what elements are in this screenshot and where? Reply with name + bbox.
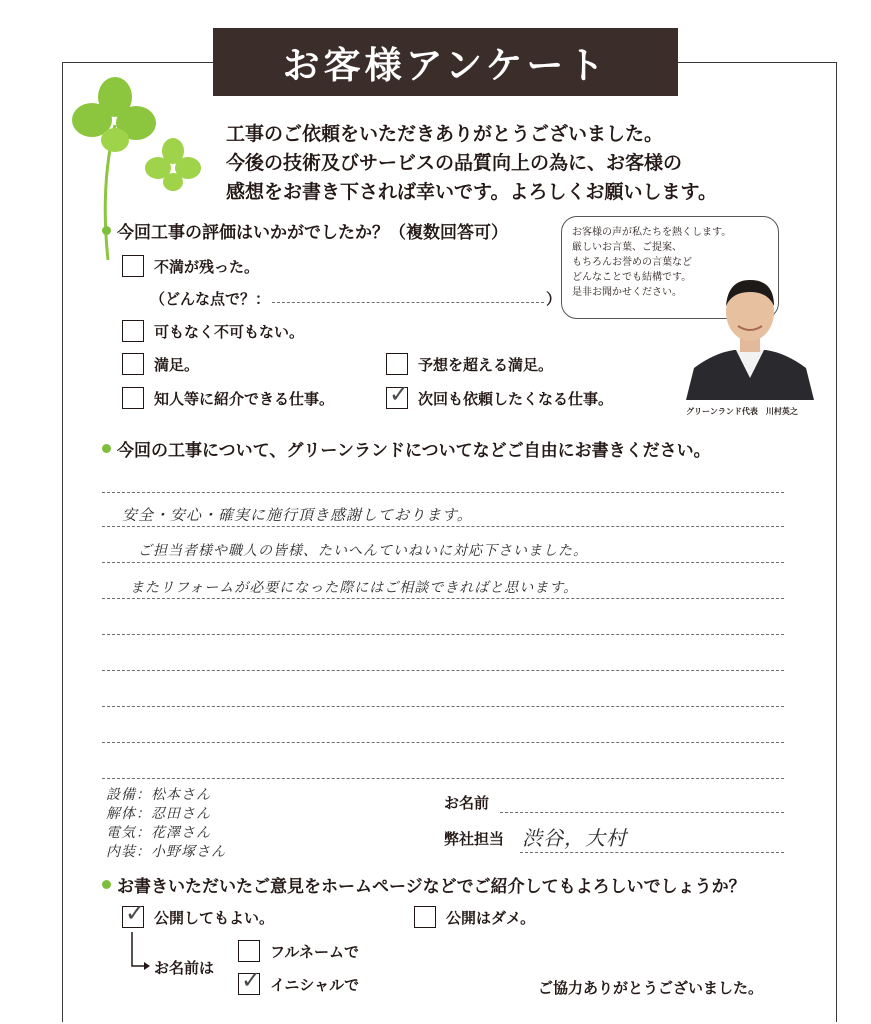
detail-open: （どんな点で？：	[150, 290, 271, 308]
answer-line[interactable]	[102, 778, 784, 779]
option-label: 公開してもよい。	[154, 908, 275, 927]
answer-line[interactable]	[102, 526, 784, 527]
option-dissatisfied[interactable]	[122, 255, 259, 277]
option-label: 知人等に紹介できる仕事。	[154, 389, 335, 408]
detail-close-wrap	[546, 288, 561, 309]
option-label: 公開はダメ。	[446, 908, 536, 927]
answer-line[interactable]	[102, 706, 784, 707]
staff-list	[106, 786, 226, 862]
question-1	[102, 218, 508, 243]
check-icon: ✓	[241, 966, 262, 994]
question-3	[102, 872, 746, 897]
staff-line: 電気：花澤さん	[106, 825, 211, 841]
page-title: お客様アンケート	[213, 28, 678, 96]
question-1-label: 今回工事の評価はいかがでしたか？（複数回答可）	[117, 223, 508, 243]
bullet-icon	[102, 444, 111, 453]
staff-line: 設備：松本さん	[106, 787, 211, 803]
bullet-icon	[102, 880, 111, 889]
option-label: フルネームで	[270, 942, 359, 961]
option-satisfied[interactable]	[122, 353, 199, 375]
bubble-line: どんなことでも結構です。	[572, 272, 692, 283]
handwritten-line: またリフォームが必要になった際にはご相談できればと思います。	[130, 580, 579, 596]
option-label: 予想を超える満足。	[418, 355, 554, 374]
detail-line[interactable]	[272, 302, 544, 303]
name-label: お名前	[444, 794, 490, 812]
option-exceeded[interactable]	[386, 353, 553, 375]
bubble-line: もちろんお誉めの言葉など	[572, 257, 692, 268]
question-2	[102, 436, 711, 461]
checkbox[interactable]	[386, 353, 408, 375]
checkbox[interactable]	[238, 940, 260, 962]
name-format-label: お名前は	[154, 959, 215, 977]
checkbox-checked[interactable]	[122, 899, 146, 928]
intro-line: 感想をお書き下されば幸いです。よろしくお願いします。	[226, 181, 717, 203]
answer-line[interactable]	[102, 562, 784, 563]
checkbox[interactable]	[122, 255, 144, 277]
tantou-label: 弊社担当	[444, 830, 505, 848]
dissatisfied-detail	[150, 288, 270, 309]
name-line[interactable]	[500, 812, 784, 813]
intro-text	[226, 120, 717, 207]
staff-line: 内装：小野塚さん	[106, 844, 226, 860]
option-label: 不満が残った。	[154, 257, 260, 276]
option-recommend[interactable]	[122, 387, 334, 409]
detail-close: ）	[546, 290, 562, 308]
checkbox[interactable]	[414, 906, 436, 928]
checkbox-checked[interactable]	[386, 380, 410, 409]
option-request-again[interactable]	[386, 380, 614, 409]
option-label: 満足。	[154, 355, 200, 374]
check-icon: ✓	[125, 899, 146, 927]
tantou-line[interactable]	[520, 852, 784, 853]
bubble-line: 厳しいお言葉、ご提案、	[572, 242, 682, 253]
answer-line[interactable]	[102, 670, 784, 671]
option-publish-ok[interactable]	[122, 899, 275, 928]
branch-arrow-icon	[126, 932, 152, 972]
checkbox[interactable]	[122, 320, 144, 342]
option-initial[interactable]	[238, 966, 360, 995]
option-label: 次回も依頼したくなる仕事。	[418, 389, 614, 408]
thanks-text: ご協力ありがとうございました。	[538, 979, 764, 997]
answer-line[interactable]	[102, 492, 784, 493]
tantou-value: 渋谷，大村	[522, 826, 627, 850]
option-publish-ng[interactable]	[414, 906, 535, 928]
checkbox-checked[interactable]	[238, 966, 262, 995]
question-2-label: 今回の工事について、グリーンランドについてなどご自由にお書きください。	[117, 441, 711, 461]
option-fullname[interactable]	[238, 940, 359, 962]
answer-line[interactable]	[102, 742, 784, 743]
intro-line: 工事のご依頼をいただきありがとうございました。	[226, 123, 664, 145]
handwritten-line: ご担当者様や職人の皆様、たいへんていねいに対応下さいました。	[138, 543, 588, 559]
check-icon: ✓	[389, 380, 410, 408]
photo-caption: グリーンランド代表 川村英之	[686, 407, 798, 416]
answer-line[interactable]	[102, 598, 784, 599]
bullet-icon	[102, 226, 111, 235]
bubble-line: お客様の声が私たちを熱くします。	[572, 227, 732, 238]
staff-line: 解体：忍田さん	[106, 806, 211, 822]
question-3-label: お書きいただいたご意見をホームページなどでご紹介してもよろしいでしょうか？	[117, 877, 746, 897]
intro-line: 今後の技術及びサービスの品質向上の為に、お客様の	[226, 152, 683, 174]
option-label: 可もなく不可もない。	[154, 322, 305, 341]
bubble-line: 是非お聞かせください。	[572, 287, 682, 298]
answer-line[interactable]	[102, 634, 784, 635]
representative-photo	[684, 268, 816, 400]
handwritten-line: 安全・安心・確実に施行頂き感謝しております。	[122, 506, 473, 524]
option-neutral[interactable]	[122, 320, 304, 342]
checkbox[interactable]	[122, 353, 144, 375]
checkbox[interactable]	[122, 387, 144, 409]
option-label: イニシャルで	[270, 975, 360, 994]
